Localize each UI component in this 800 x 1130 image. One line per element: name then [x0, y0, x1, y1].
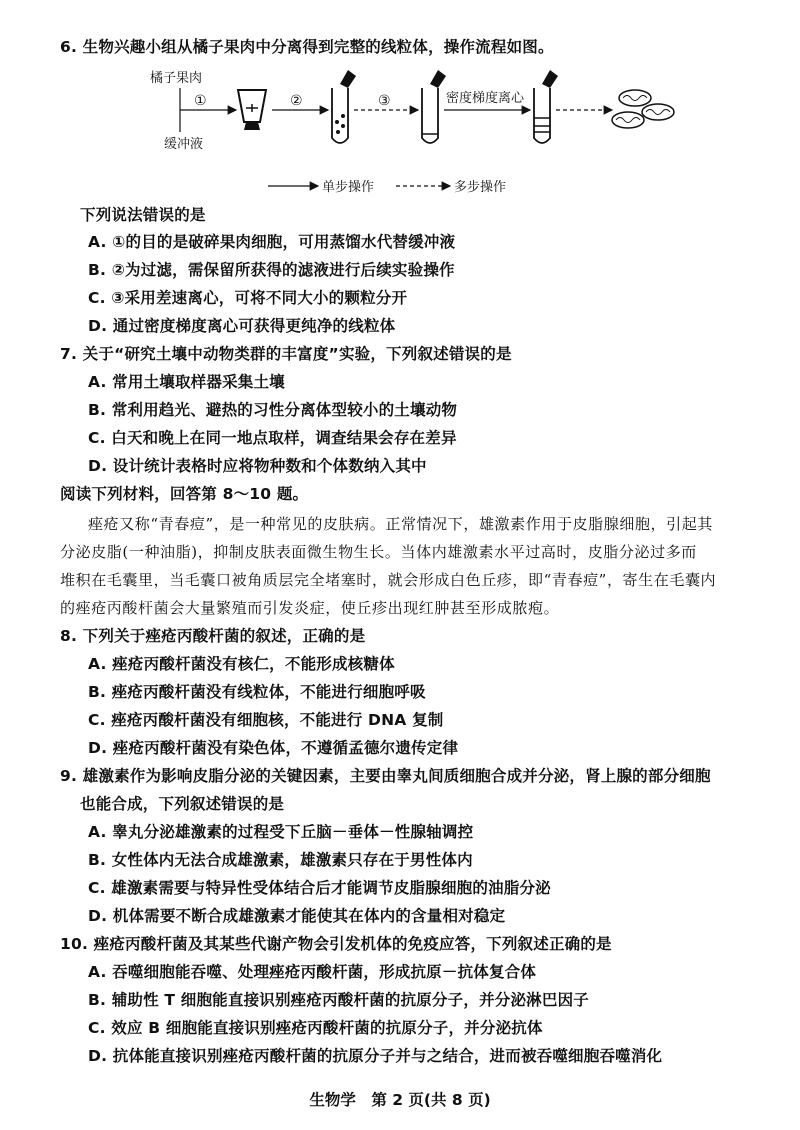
q9-option-b: B. 女性体内无法合成雄激素，雄激素只存在于男性体内	[88, 851, 473, 869]
q9-option-d: D. 机体需要不断合成雄激素才能使其在体内的含量相对稳定	[88, 907, 506, 925]
q10-stem: 10. 痤疮丙酸杆菌及其某些代谢产物会引发机体的免疫应答，下列叙述正确的是	[60, 935, 612, 953]
q10-option-b: B. 辅助性 T 细胞能直接识别痤疮丙酸杆菌的抗原分子，并分泌淋巴因子	[88, 991, 589, 1009]
q7-option-b: B. 常利用趋光、避热的习性分离体型较小的土壤动物	[88, 401, 458, 419]
q8-option-d: D. 痤疮丙酸杆菌没有染色体，不遵循孟德尔遗传定律	[88, 739, 459, 757]
q9-option-a: A. 睾丸分泌雄激素的过程受下丘脑－垂体－性腺轴调控	[88, 823, 474, 841]
step3-label: ③	[378, 93, 391, 109]
step1-label: ①	[194, 93, 207, 109]
passage-line: 堆积在毛囊里，当毛囊口被角质层完全堵塞时，就会形成白色丘疹，即“青春痘”，寄生在毛囊内	[60, 571, 717, 589]
q10-option-c: C. 效应 B 细胞能直接识别痤疮丙酸杆菌的抗原分子，并分泌抗体	[88, 1019, 543, 1037]
q7-option-a: A. 常用土壤取样器采集土壤	[88, 373, 285, 391]
input-buffer: 缓冲液	[164, 137, 204, 152]
q7-option-c: C. 白天和晚上在同一地点取样，调查结果会存在差异	[88, 429, 457, 447]
q6-stem: 6. 生物兴趣小组从橘子果肉中分离得到完整的线粒体，操作流程如图。	[60, 38, 554, 56]
q8-option-b: B. 痤疮丙酸杆菌没有线粒体，不能进行细胞呼吸	[88, 683, 426, 701]
test-tube-2-icon	[422, 70, 446, 143]
input-orange-pulp: 橘子果肉	[150, 71, 203, 86]
step4-label: 密度梯度离心	[446, 91, 525, 106]
step2-label: ②	[290, 93, 303, 109]
q8-option-c: C. 痤疮丙酸杆菌没有细胞核，不能进行 DNA 复制	[88, 711, 444, 729]
q10-option-d: D. 抗体能直接识别痤疮丙酸杆菌的抗原分子并与之结合，进而被吞噬细胞吞噬消化	[88, 1047, 663, 1065]
passage-line: 的痤疮丙酸杆菌会大量繁殖而引发炎症，使丘疹出现红肿甚至形成脓疱。	[60, 599, 560, 617]
q7-option-d: D. 设计统计表格时应将物种数和个体数纳入其中	[88, 457, 427, 475]
q6-option-c: C. ③采用差速离心，可将不同大小的颗粒分开	[88, 289, 408, 307]
page-footer: 生物学 第 2 页(共 8 页)	[309, 1091, 491, 1109]
test-tube-1-icon	[332, 70, 356, 143]
q6-prompt: 下列说法错误的是	[80, 206, 206, 224]
passage-line: 痤疮又称“青春痘”，是一种常见的皮肤病。正常情况下，雄激素作用于皮脂腺细胞，引起其	[88, 515, 713, 533]
legend-multi-label: 多步操作	[454, 180, 507, 195]
legend-single-label: 单步操作	[322, 180, 375, 195]
passage-line: 分泌皮脂(一种油脂)，抑制皮肤表面微生物生长。当体内雄激素水平过高时，皮脂分泌过多而	[60, 543, 697, 561]
q6-flow-diagram	[150, 60, 690, 200]
q9-stem-cont: 也能合成，下列叙述错误的是	[80, 795, 285, 813]
q6-option-d: D. 通过密度梯度离心可获得更纯净的线粒体	[88, 317, 396, 335]
q6-option-b: B. ②为过滤，需保留所获得的滤液进行后续实验操作	[88, 261, 455, 279]
q6-option-a: A. ①的目的是破碎果肉细胞，可用蒸馏水代替缓冲液	[88, 233, 456, 251]
blender-icon	[238, 90, 266, 130]
q10-option-a: A. 吞噬细胞能吞噬、处理痤疮丙酸杆菌，形成抗原－抗体复合体	[88, 963, 537, 981]
q8-option-a: A. 痤疮丙酸杆菌没有核仁，不能形成核糖体	[88, 655, 395, 673]
q8-stem: 8. 下列关于痤疮丙酸杆菌的叙述，正确的是	[60, 627, 366, 645]
q9-stem: 9. 雄激素作为影响皮脂分泌的关键因素，主要由睾丸间质细胞合成并分泌，肾上腺的部分细胞	[60, 767, 711, 785]
flow-diagram-svg	[150, 60, 690, 200]
test-tube-3-icon	[534, 70, 558, 143]
mitochondria-icon	[612, 90, 674, 128]
q7-stem: 7. 关于“研究土壤中动物类群的丰富度”实验，下列叙述错误的是	[60, 345, 512, 363]
reading-intro: 阅读下列材料，回答第 8～10 题。	[60, 485, 309, 503]
q9-option-c: C. 雄激素需要与特异性受体结合后才能调节皮脂腺细胞的油脂分泌	[88, 879, 551, 897]
